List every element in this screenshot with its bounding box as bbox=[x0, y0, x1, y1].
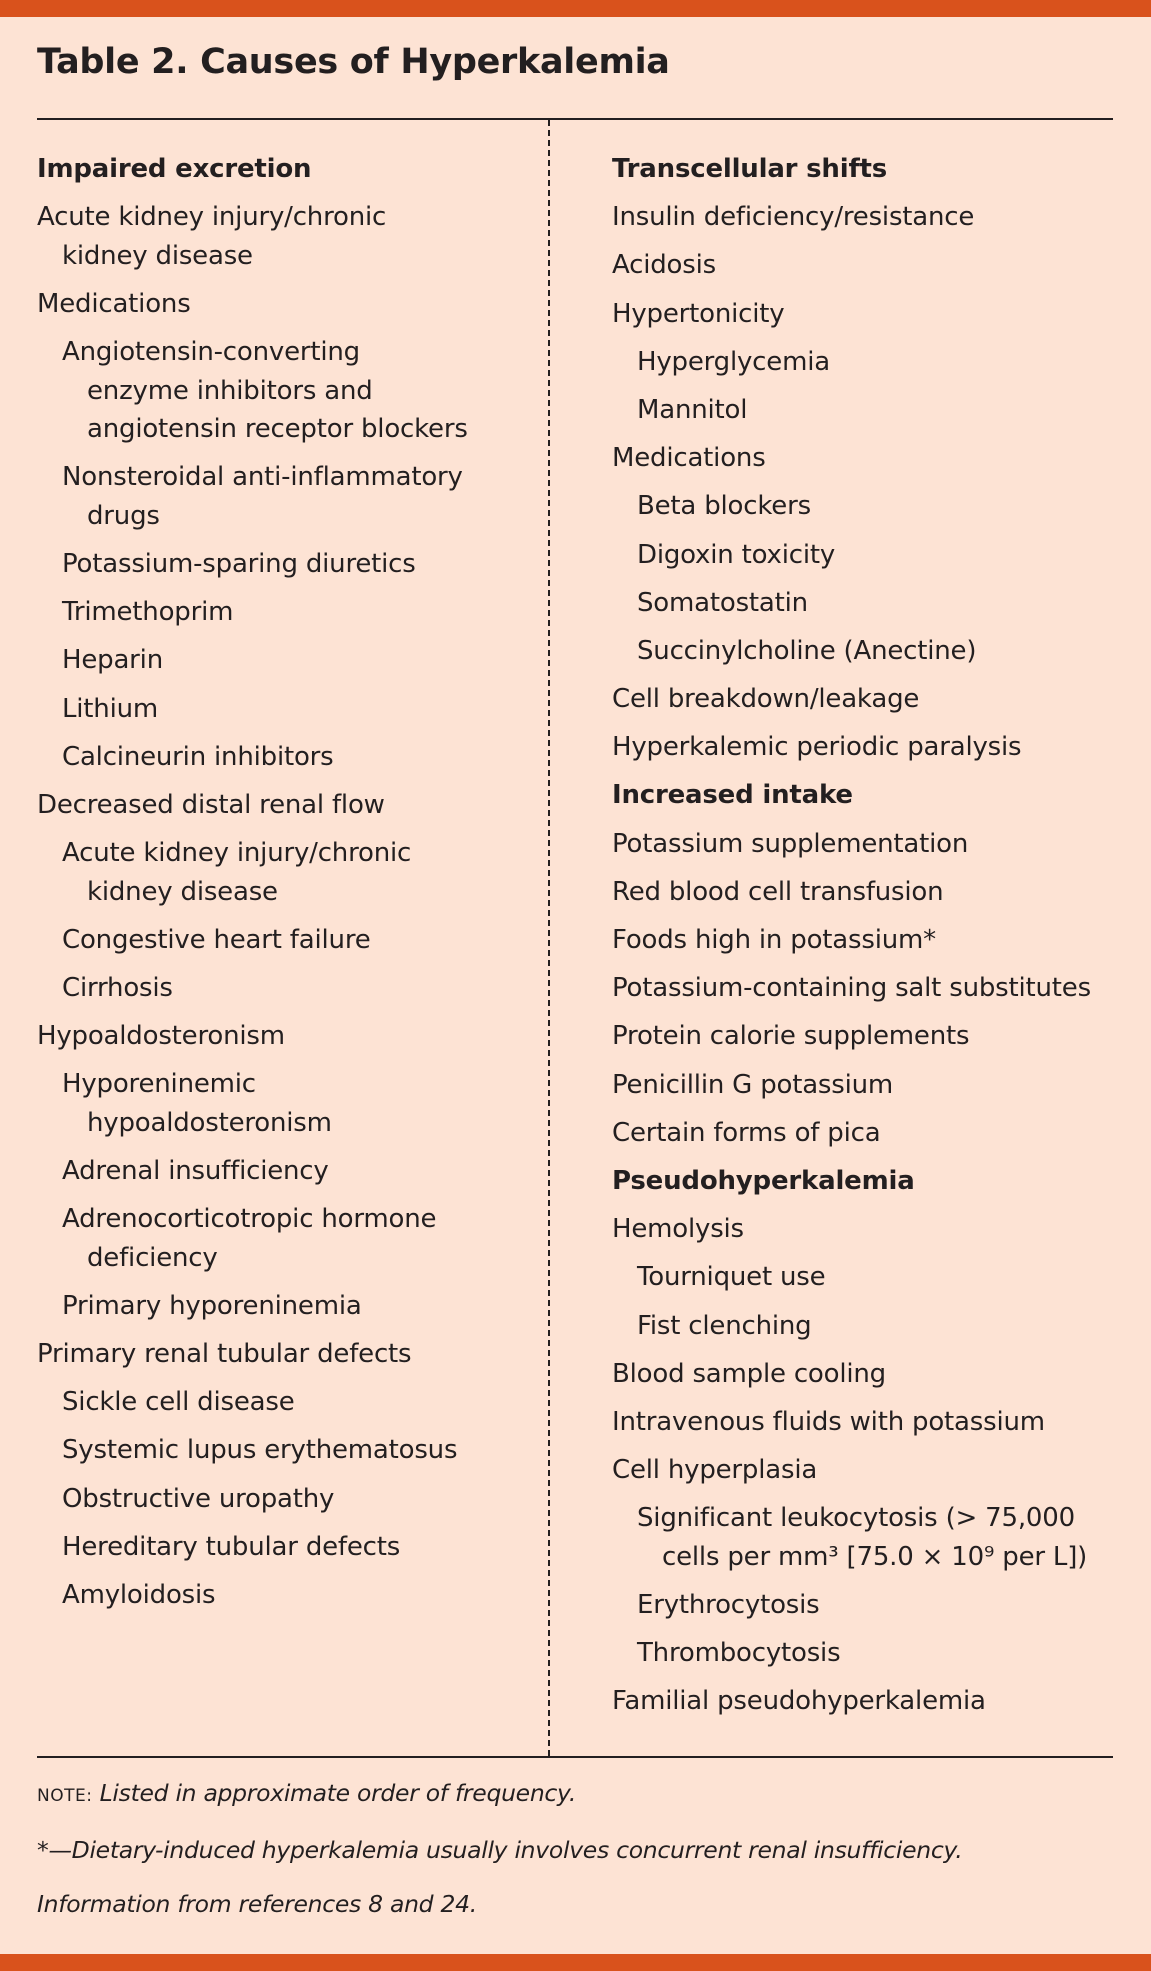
item-line: Transcellular shifts bbox=[612, 154, 888, 184]
item-line-continued: kidney disease bbox=[87, 876, 278, 907]
sub-list-item bbox=[37, 593, 537, 632]
sub-list-item bbox=[612, 343, 1132, 382]
sub-list-item bbox=[612, 1258, 1132, 1297]
top-accent-bar bbox=[0, 0, 1151, 17]
list-item bbox=[612, 1066, 1132, 1105]
list-item bbox=[612, 1451, 1132, 1490]
item-line: Red blood cell transfusion bbox=[612, 876, 944, 907]
list-item bbox=[612, 295, 1132, 334]
item-line: Thrombocytosis bbox=[637, 1638, 841, 1669]
sub-list-item bbox=[612, 1307, 1132, 1346]
list-item bbox=[612, 728, 1132, 767]
list-item bbox=[612, 1403, 1132, 1442]
item-line: Cell breakdown/leakage bbox=[612, 684, 920, 715]
section-heading bbox=[612, 776, 1132, 815]
item-line: Protein calorie supplements bbox=[612, 1021, 970, 1052]
sub-list-item bbox=[37, 834, 537, 911]
list-item bbox=[37, 786, 537, 825]
sub-list-item bbox=[612, 1499, 1132, 1576]
item-line: Hypertonicity bbox=[612, 298, 785, 329]
column-divider bbox=[548, 120, 550, 1756]
list-item bbox=[612, 1114, 1132, 1153]
note-references bbox=[37, 1887, 1117, 1921]
sub-list-item bbox=[612, 1586, 1132, 1625]
table-notes bbox=[37, 1776, 1117, 1941]
sub-list-item bbox=[37, 1383, 537, 1422]
section-heading bbox=[612, 1162, 1132, 1201]
list-item bbox=[612, 825, 1132, 864]
item-line: Blood sample cooling bbox=[612, 1358, 886, 1389]
table-title: Table 2. Causes of Hyperkalemia bbox=[37, 42, 670, 82]
item-line-continued: angiotensin receptor blockers bbox=[87, 414, 468, 445]
item-line: Significant leukocytosis (> 75,000 bbox=[637, 1503, 1075, 1534]
item-line: Potassium supplementation bbox=[612, 828, 969, 859]
sub-list-item bbox=[612, 1634, 1132, 1673]
item-line: Certain forms of pica bbox=[612, 1117, 881, 1148]
item-line-continued: deficiency bbox=[87, 1242, 218, 1273]
top-rule bbox=[37, 118, 1113, 120]
item-line: Trimethoprim bbox=[62, 597, 234, 628]
sub-list-item bbox=[37, 545, 537, 584]
list-item bbox=[37, 1335, 537, 1374]
right-column bbox=[612, 150, 1132, 1731]
sub-list-item bbox=[37, 458, 537, 535]
sub-list-item bbox=[37, 921, 537, 960]
sub-list-item bbox=[37, 333, 537, 449]
list-item bbox=[612, 873, 1132, 912]
list-item bbox=[612, 1210, 1132, 1249]
item-line: Pseudohyperkalemia bbox=[612, 1165, 915, 1196]
item-line: Familial pseudohyperkalemia bbox=[612, 1686, 986, 1717]
sub-list-item bbox=[37, 1576, 537, 1615]
section-heading bbox=[612, 150, 1132, 189]
left-column bbox=[37, 150, 537, 1624]
item-line: Adrenocorticotropic hormone bbox=[62, 1204, 437, 1235]
item-line: Primary hyporeninemia bbox=[62, 1290, 362, 1321]
item-line: Adrenal insufficiency bbox=[62, 1156, 329, 1186]
item-line: Acute kidney injury/chronic bbox=[62, 838, 412, 869]
sub-list-item bbox=[612, 487, 1132, 526]
item-line: Sickle cell disease bbox=[62, 1387, 295, 1418]
note-label: NOTE: bbox=[37, 1786, 93, 1806]
sub-list-item bbox=[612, 632, 1132, 671]
bottom-rule bbox=[37, 1756, 1113, 1758]
item-line: Succinylcholine (Anectine) bbox=[637, 635, 977, 666]
sub-list-item bbox=[37, 969, 537, 1008]
item-line: Cell hyperplasia bbox=[612, 1455, 818, 1486]
item-line: Increased intake bbox=[612, 780, 853, 811]
item-line: Angiotensin-converting bbox=[62, 337, 360, 368]
item-line: Foods high in potassium* bbox=[612, 925, 936, 955]
bottom-accent-bar bbox=[0, 1954, 1151, 1971]
item-line: Mannitol bbox=[637, 394, 748, 425]
list-item bbox=[612, 246, 1132, 285]
note-text: Listed in approximate order of frequency. bbox=[99, 1779, 576, 1807]
sub-list-item bbox=[612, 391, 1132, 430]
sub-list-item bbox=[612, 536, 1132, 575]
item-line: Systemic lupus erythematosus bbox=[62, 1435, 458, 1466]
note-frequency bbox=[37, 1776, 1117, 1813]
note-text: Information from references 8 and 24. bbox=[37, 1890, 477, 1918]
item-line: Tourniquet use bbox=[637, 1262, 826, 1293]
item-line: Medications bbox=[37, 288, 191, 319]
item-line: Congestive heart failure bbox=[62, 924, 371, 955]
note-text: *—Dietary-induced hyperkalemia usually involves concurrent renal insufficiency. bbox=[37, 1836, 963, 1864]
item-line: Heparin bbox=[62, 645, 163, 676]
note-dietary-footnote bbox=[37, 1833, 1117, 1867]
sub-list-item bbox=[612, 584, 1132, 623]
sub-list-item bbox=[37, 1065, 537, 1142]
item-line: Impaired excretion bbox=[37, 154, 312, 184]
sub-list-item bbox=[37, 641, 537, 680]
item-line: Medications bbox=[612, 443, 766, 474]
item-line: Cirrhosis bbox=[62, 972, 173, 1003]
list-item bbox=[612, 439, 1132, 478]
item-line: Potassium-containing salt substitutes bbox=[612, 973, 1091, 1004]
item-line-continued: kidney disease bbox=[62, 240, 253, 271]
list-item bbox=[37, 285, 537, 324]
item-line: Hyporeninemic bbox=[62, 1069, 256, 1100]
sub-list-item bbox=[37, 1431, 537, 1470]
item-line: Acute kidney injury/chronic bbox=[37, 202, 387, 233]
sub-list-item bbox=[37, 738, 537, 777]
item-line: Lithium bbox=[62, 693, 159, 724]
list-item bbox=[37, 198, 537, 275]
item-line: Calcineurin inhibitors bbox=[62, 741, 334, 772]
item-line: Decreased distal renal flow bbox=[37, 789, 385, 820]
list-item bbox=[612, 680, 1132, 719]
list-item bbox=[612, 921, 1132, 960]
list-item bbox=[612, 198, 1132, 237]
sub-list-item bbox=[37, 1152, 537, 1191]
item-line: Amyloidosis bbox=[62, 1580, 216, 1610]
sub-list-item bbox=[37, 690, 537, 729]
item-line: Beta blockers bbox=[637, 491, 811, 522]
list-item bbox=[37, 1017, 537, 1056]
item-line: Insulin deficiency/resistance bbox=[612, 202, 975, 233]
item-line: Hereditary tubular defects bbox=[62, 1531, 401, 1562]
item-line: Intravenous fluids with potassium bbox=[612, 1406, 1045, 1437]
list-item bbox=[612, 1017, 1132, 1056]
list-item bbox=[612, 1682, 1132, 1721]
section-heading bbox=[37, 150, 537, 189]
item-line-continued: cells per mm³ [75.0 × 10⁹ per L]) bbox=[662, 1541, 1088, 1572]
sub-list-item bbox=[37, 1528, 537, 1567]
item-line: Acidosis bbox=[612, 250, 716, 281]
item-line-continued: drugs bbox=[87, 500, 160, 531]
item-line: Obstructive uropathy bbox=[62, 1483, 335, 1514]
list-item bbox=[612, 969, 1132, 1008]
sub-list-item bbox=[37, 1287, 537, 1326]
sub-list-item bbox=[37, 1480, 537, 1519]
item-line: Somatostatin bbox=[637, 587, 808, 618]
item-line-continued: hypoaldosteronism bbox=[87, 1107, 332, 1138]
item-line: Erythrocytosis bbox=[637, 1589, 820, 1620]
item-line: Hemolysis bbox=[612, 1214, 744, 1245]
item-line: Hyperglycemia bbox=[637, 346, 830, 377]
list-item bbox=[612, 1355, 1132, 1394]
item-line-continued: enzyme inhibitors and bbox=[87, 375, 373, 406]
item-line: Primary renal tubular defects bbox=[37, 1339, 412, 1370]
sub-list-item bbox=[37, 1200, 537, 1277]
item-line: Potassium-sparing diuretics bbox=[62, 548, 416, 579]
item-line: Penicillin G potassium bbox=[612, 1069, 894, 1100]
item-line: Fist clenching bbox=[637, 1310, 812, 1341]
item-line: Digoxin toxicity bbox=[637, 539, 836, 570]
item-line: Nonsteroidal anti-inflammatory bbox=[62, 462, 463, 493]
item-line: Hypoaldosteronism bbox=[37, 1021, 285, 1052]
item-line: Hyperkalemic periodic paralysis bbox=[612, 732, 1022, 763]
